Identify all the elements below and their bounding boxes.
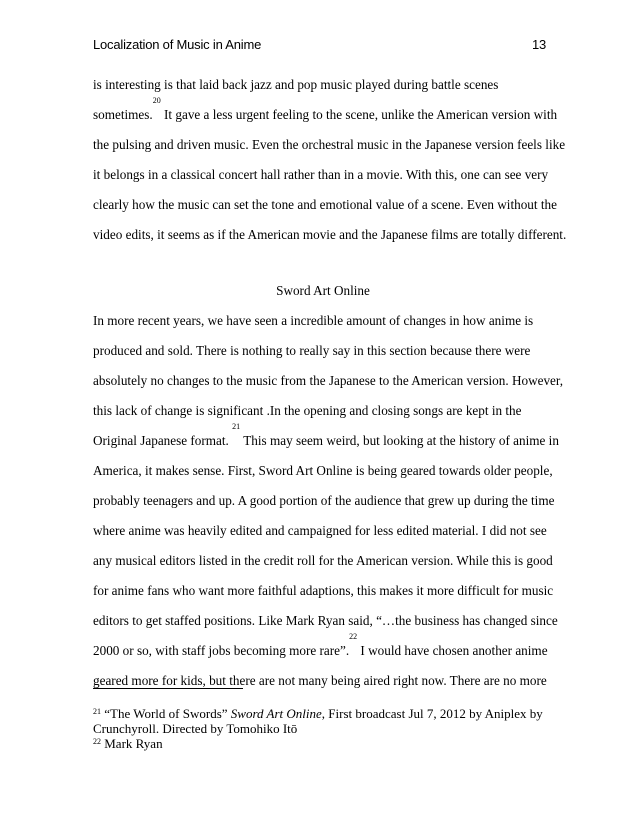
text-line bbox=[93, 632, 553, 666]
footnote-ref-20[interactable]: 20 bbox=[152, 96, 161, 105]
paragraph-2 bbox=[93, 306, 564, 696]
text-line: for anime fans who want more faithful adaptions, this makes it more difficult for music bbox=[93, 583, 554, 598]
footnote-title: Sword Art Online bbox=[230, 706, 322, 721]
text-fragment: 2000 or so, with staff jobs becoming more rare”. bbox=[93, 643, 350, 658]
paragraph-1 bbox=[93, 70, 567, 250]
text-fragment: It gave a less urgent feeling to the scene, unlike the American version with bbox=[164, 107, 558, 122]
text-line: In more recent years, we have seen a incredible amount of changes in how anime is bbox=[93, 313, 534, 328]
text-line: where anime was heavily edited and campaigned for less edited material. I did not see bbox=[93, 523, 547, 538]
running-header bbox=[93, 37, 546, 55]
text-line: geared more for kids, but there are not many being aired right now. There are no more bbox=[93, 673, 547, 688]
section-heading: Sword Art Online bbox=[276, 283, 370, 298]
page-number: 13 bbox=[531, 37, 546, 52]
footnote-text: , First broadcast Jul 7, 2012 by Aniplex by bbox=[321, 706, 543, 721]
footnote-21-continued: Crunchyroll. Directed by Tomohiko Itō bbox=[93, 721, 298, 736]
footnote-number: 22 bbox=[93, 737, 101, 746]
text-fragment: I would have chosen another anime bbox=[360, 643, 548, 658]
body-text bbox=[93, 70, 567, 696]
footnote-22 bbox=[93, 736, 553, 751]
footnote-text: Mark Ryan bbox=[104, 736, 163, 751]
footnote-21 bbox=[93, 706, 553, 721]
footnote-separator bbox=[93, 688, 243, 689]
footnotes bbox=[93, 706, 553, 751]
text-line bbox=[93, 422, 559, 456]
text-line: absolutely no changes to the music from the Japanese to the American version. However, bbox=[93, 373, 564, 388]
text-line: produced and sold. There is nothing to really say in this section because there were bbox=[93, 343, 531, 358]
text-line: probably teenagers and up. A good portion of the audience that grew up during the time bbox=[93, 493, 555, 508]
text-line: the pulsing and driven music. Even the orchestral music in the Japanese version feels like bbox=[93, 137, 566, 152]
text-line: America, it makes sense. First, Sword Art Online is being geared towards older people, bbox=[93, 463, 553, 478]
text-line: this lack of change is significant .In the opening and closing songs are kept in the bbox=[93, 403, 522, 418]
text-fragment: Original Japanese format. bbox=[93, 433, 229, 448]
footnote-number: 21 bbox=[93, 707, 101, 716]
footnote-ref-21[interactable]: 21 bbox=[232, 422, 241, 431]
footnote-ref-22[interactable]: 22 bbox=[349, 632, 358, 641]
text-line: editors to get staffed positions. Like Mark Ryan said, “…the business has changed since bbox=[93, 613, 558, 628]
text-line: it belongs in a classical concert hall rather than in a movie. With this, one can see very bbox=[93, 167, 549, 182]
text-line: clearly how the music can set the tone and emotional value of a scene. Even without the bbox=[93, 197, 557, 212]
text-line: any musical editors listed in the credit roll for the American version. While this is good bbox=[93, 553, 553, 568]
footnote-text: “The World of Swords” bbox=[104, 706, 231, 721]
running-title: Localization of Music in Anime bbox=[93, 37, 262, 52]
text-line: is interesting is that laid back jazz and pop music played during battle scenes bbox=[93, 77, 499, 92]
text-line bbox=[93, 96, 558, 130]
text-line: video edits, it seems as if the American movie and the Japanese films are totally different. bbox=[93, 227, 567, 242]
text-fragment: sometimes. bbox=[93, 107, 153, 122]
text-fragment: This may seem weird, but looking at the history of anime in bbox=[243, 433, 559, 448]
